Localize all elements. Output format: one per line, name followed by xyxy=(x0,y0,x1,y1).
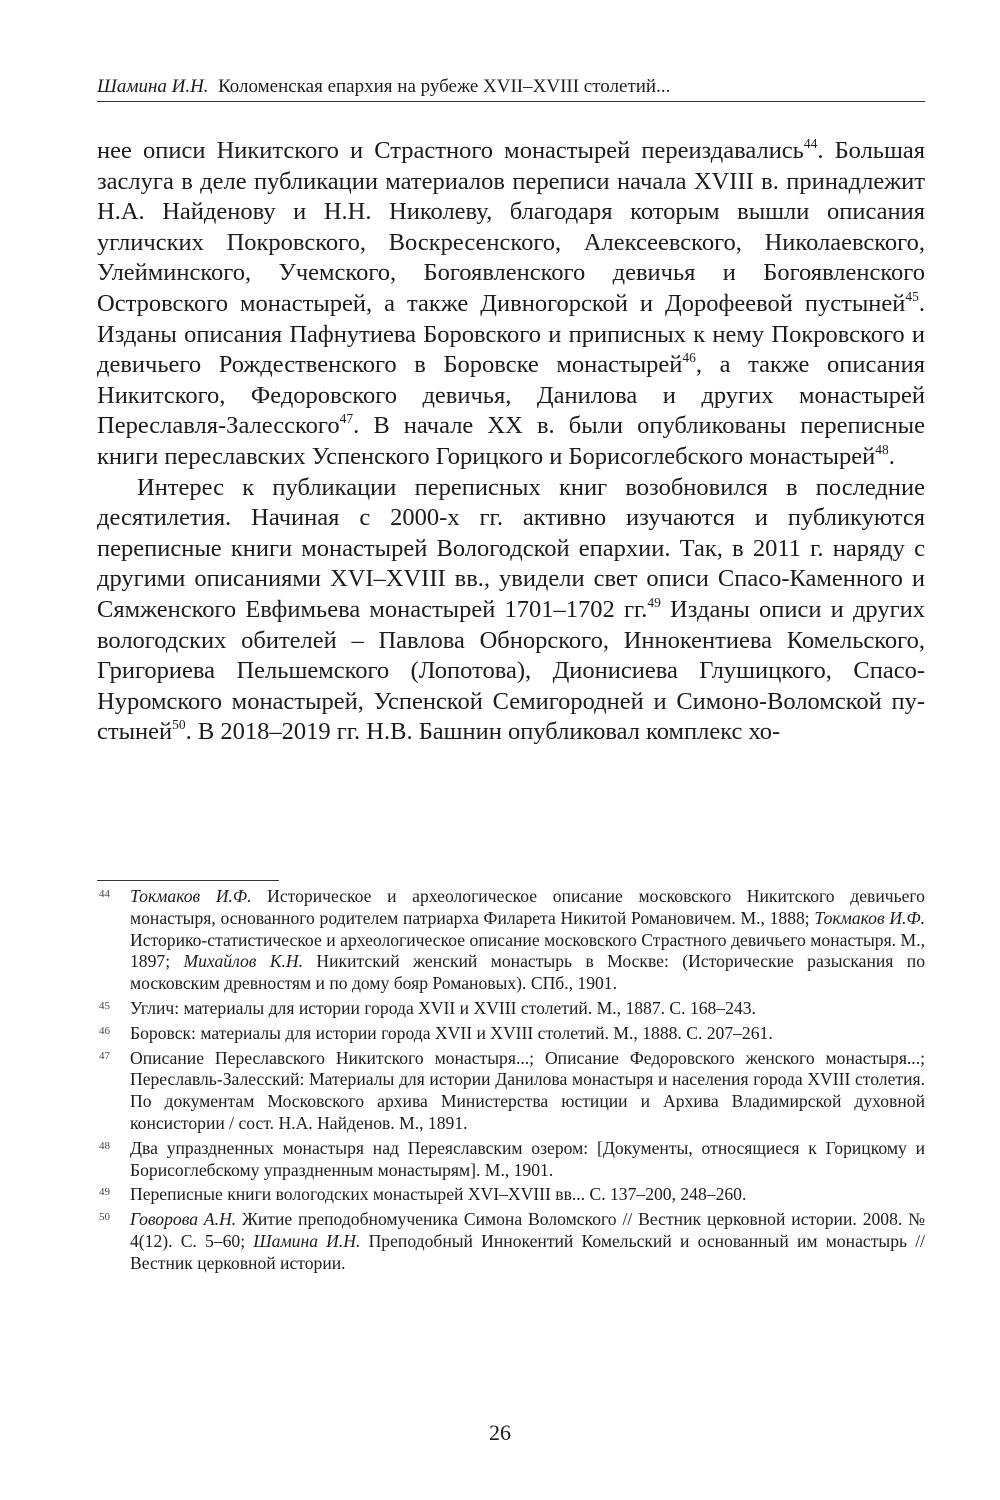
text-run: . В начале XX в. были опубликованы переписные книги переславских Успенского Горицкого и Борисоглебского монастырей xyxy=(97,412,925,470)
footnote-author: Токмаков И.Ф. xyxy=(814,907,925,928)
footnotes xyxy=(97,886,925,1278)
header-title: Коломенская епархия на рубеже XVII–XVIII столетий... xyxy=(218,76,671,97)
text-run: . В 2018–2019 гг. Н.В. Башнин опубликовал комплекс хо- xyxy=(185,718,781,746)
footnote-ref-47: 47 xyxy=(339,411,354,427)
footnote-text: Два упраздненных монастыря над Переяславским озером: [Документы, относящиеся к Горицкому и Борисоглебскому упраздненным монастырям]. М., 1901. xyxy=(130,1137,925,1180)
main-text xyxy=(97,136,925,748)
paragraph-2 xyxy=(97,473,925,748)
footnote-text: Боровск: материалы для истории города XVII и XVIII столетий. М., 1888. С. 207–261. xyxy=(130,1022,773,1043)
footnote-47 xyxy=(97,1048,925,1135)
header-rule xyxy=(97,101,925,102)
footnote-text: Переписные книги вологодских монастырей XVI–XVIII вв... С. 137–200, 248–260. xyxy=(130,1184,747,1205)
footnote-text: Никитский женский монастырь в Москве: (Исторические разыскания по московским древностям и по дому бояр Романовых). СПб., 1901. xyxy=(130,951,925,994)
text-run: Интерес к публикации переписных книг возобновился в последние десятилетия. Начиная с 2000-х гг. активно изучаются и публикуются переписные книги монастырей Вологодской епархии. Так, в 2011 г. наряду с другими описаниями XVI–XVIII вв., увидели свет описи Спасо-Каменного и Сямженского Евфимьева монастырей 1701–1702 гг. xyxy=(97,473,925,623)
footnote-text: Историко-статистическое и археологическое описание московского Страстного девичьего монастыря. М., 1897; xyxy=(130,929,925,972)
footnote-49 xyxy=(97,1184,925,1206)
footnote-separator xyxy=(97,880,279,881)
text-run: , а также описания Никитского, Федоровского девичья, Данилова и других монастырей Переславля-Залесского xyxy=(97,351,925,440)
footnote-ref-48: 48 xyxy=(875,441,889,457)
footnote-text: Житие преподобномученика Симона Воломского // Вестник церковной истории. 2008. № 4(12). С. 5–60; xyxy=(130,1209,925,1251)
footnote-ref-49: 49 xyxy=(647,594,661,610)
text-run: Изданы описи и других вологодских обителей – Павлова Обнорского, Иннокентиева Комельского, Григориева Пельшемского (Лопотова), Дионисиева Глушицкого, Спасо-Нуромского монастырей, Успенской Семигородней и Симоно-Воломской пустыней xyxy=(97,595,925,746)
footnote-ref-44: 44 xyxy=(803,135,818,151)
footnote-48 xyxy=(97,1138,925,1182)
footnote-number: 45 xyxy=(99,999,110,1012)
paragraph-1 xyxy=(97,136,925,473)
footnote-text: Описание Переславского Никитского монастыря...; Описание Федоровского женского монастыря...; Переславль-Залесский: Материалы для истории Данилова монастыря и населения города XVIII столетия. По документам Московского архива Министерства юстиции и Архива Владимирской духовной консистории / сост. Н.А. Найденов. М., 1891. xyxy=(130,1047,925,1133)
text-run: . Большая заслуга в деле публикации материалов переписи начала XVIII в. принадлежит Н.А. Найденову и Н.Н. Николеву, благодаря которым вышли описания угличских Покровского, Воскресенского, Алексеевского, Николаевского, Улейминского, Учемского, Богоявленского девичья и Богоявленского Островского монастырей, а также Дивногорской и Дорофеевой пустыней xyxy=(97,137,925,317)
text-run: . Изданы описания Пафнутиева Боровского и приписных к нему Покровского и девичьего Рождественского в Боровске монастырей xyxy=(97,289,925,379)
footnote-50 xyxy=(97,1209,925,1274)
footnote-number: 47 xyxy=(99,1049,110,1062)
footnote-text: Преподобный Иннокентий Комельский и основанный им монастырь // Вестник церковной истории. xyxy=(130,1230,925,1273)
footnote-ref-50: 50 xyxy=(172,717,186,733)
footnote-45 xyxy=(97,998,925,1020)
text-run: . xyxy=(888,442,895,470)
footnote-number: 50 xyxy=(99,1211,110,1224)
footnote-author: Говорова А.Н. xyxy=(130,1209,237,1230)
text-run: нее описи Никитского и Страстного монастырей переиздавались xyxy=(97,137,804,164)
page-number: 26 xyxy=(489,1420,511,1445)
footnote-44 xyxy=(97,886,925,995)
footnote-46 xyxy=(97,1023,925,1045)
footnote-number: 46 xyxy=(99,1024,110,1037)
footnote-number: 49 xyxy=(99,1186,110,1199)
footnote-author: Шамина И.Н. xyxy=(253,1230,361,1251)
footnote-number: 48 xyxy=(99,1139,110,1152)
footnote-number: 44 xyxy=(99,888,110,900)
header-author: Шамина И.Н. xyxy=(97,76,209,97)
footnote-author: Михайлов К.Н. xyxy=(183,951,304,972)
footnote-text: Историческое и археологическое описание московского Никитского девичьего монастыря, основанного родителем патриарха Филарета Никитой Романовичем. М., 1888; xyxy=(130,886,925,928)
running-header xyxy=(97,76,925,98)
footnote-ref-46: 46 xyxy=(682,350,696,366)
footnote-ref-45: 45 xyxy=(905,288,919,304)
footnote-author: Токмаков И.Ф. xyxy=(130,886,252,906)
footnote-text: Углич: материалы для истории города XVII и XVIII столетий. М., 1887. С. 168–243. xyxy=(130,997,756,1018)
